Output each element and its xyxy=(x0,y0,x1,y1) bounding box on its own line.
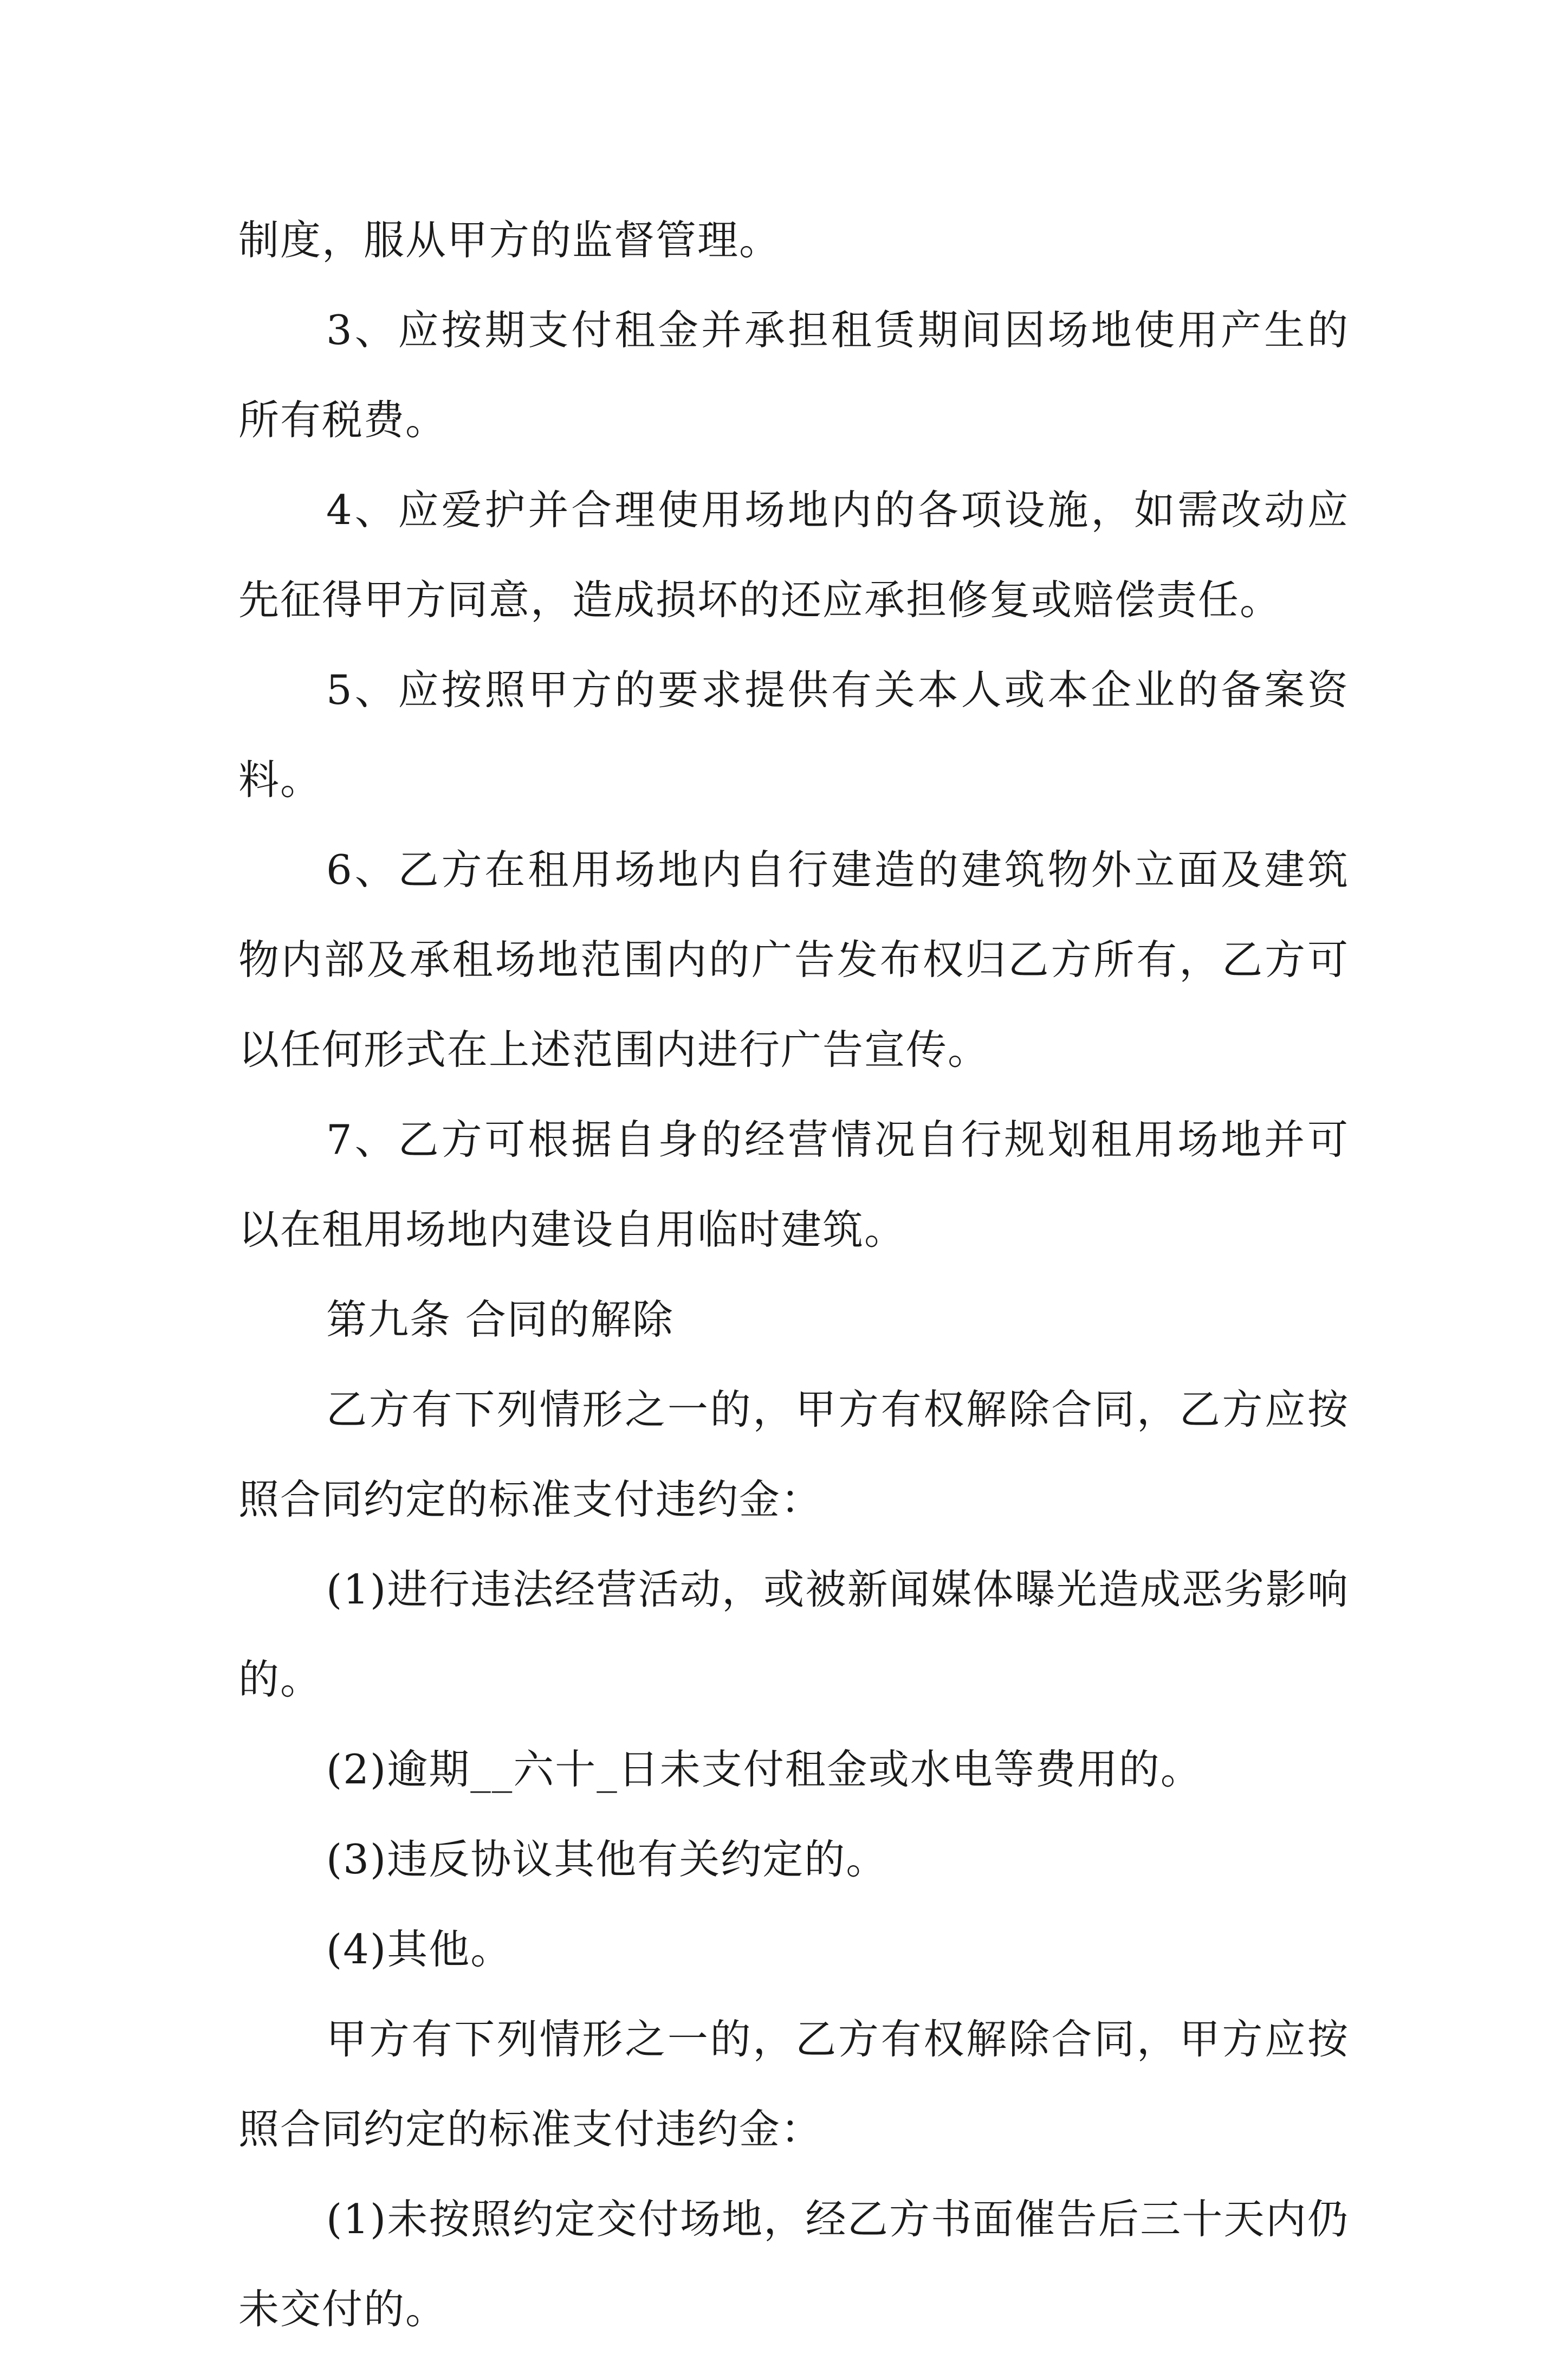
paragraph: 4、应爱护并合理使用场地内的各项设施，如需改动应先征得甲方同意，造成损坏的还应承担修复或赔偿责任。 xyxy=(238,486,1349,624)
paragraph: 甲方有下列情形之一的，乙方有权解除合同，甲方应按照合同约定的标准支付违约金： xyxy=(238,2015,1349,2153)
list-item: (1)未按照约定交付场地，经乙方书面催告后三十天内仍未交付的。 xyxy=(238,2195,1349,2333)
paragraph: 5、应按照甲方的要求提供有关本人或本企业的备案资料。 xyxy=(238,666,1349,804)
paragraph: 乙方有下列情形之一的，甲方有权解除合同，乙方应按照合同约定的标准支付违约金： xyxy=(238,1386,1349,1523)
list-item: (3)违反协议其他有关约定的。 xyxy=(326,1835,888,1883)
section-heading: 第九条 合同的解除 xyxy=(326,1296,674,1343)
document-body xyxy=(238,195,1349,2354)
list-item: (4)其他。 xyxy=(326,1925,513,1973)
paragraph: 制度，服从甲方的监督管理。 xyxy=(238,216,781,264)
paragraph: 7、乙方可根据自身的经营情况自行规划租用场地并可以在租用场地内建设自用临时建筑。 xyxy=(238,1116,1349,1253)
list-item: (2)逾期__六十_日未支付租金或水电等费用的。 xyxy=(326,1745,1202,1793)
paragraph: 6、乙方在租用场地内自行建造的建筑物外立面及建筑物内部及承租场地范围内的广告发布权归乙方所有，乙方可以任何形式在上述范围内进行广告宣传。 xyxy=(238,846,1349,1073)
list-item: (1)进行违法经营活动，或被新闻媒体曝光造成恶劣影响的。 xyxy=(238,1566,1349,1703)
paragraph: 3、应按期支付租金并承担租赁期间因场地使用产生的所有税费。 xyxy=(238,306,1349,444)
